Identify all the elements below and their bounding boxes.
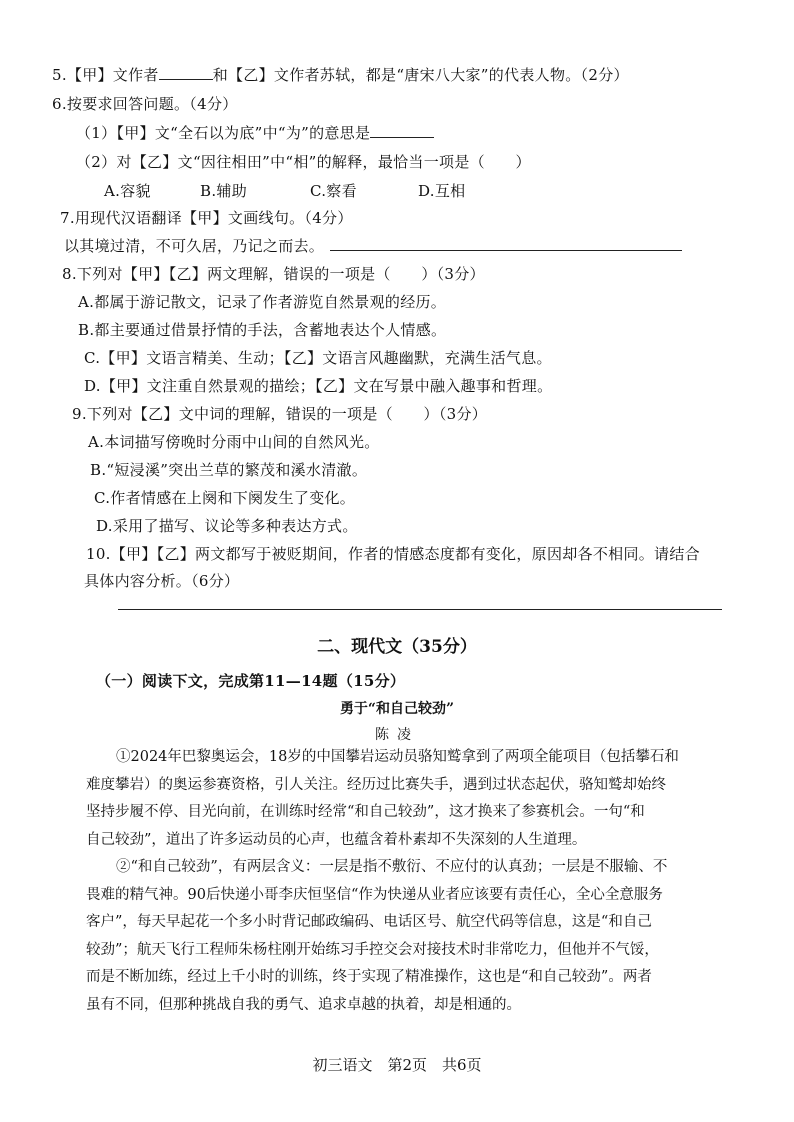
paragraph-2-line: 虽有不同，但那种挑战自我的勇气、追求卓越的执着，却是相通的。 bbox=[86, 996, 521, 1013]
section-heading: 二、现代文（35分） bbox=[317, 637, 477, 657]
answer-line bbox=[118, 609, 722, 610]
question-9-stem: 9.下列对【乙】文中词的理解，错误的一项是（ ）（3分） bbox=[72, 405, 488, 423]
paragraph-1-line: 坚持步履不停、目光向前，在训练时经常“和自己较劲”，这才换来了参赛机会。一句“和 bbox=[86, 804, 645, 820]
paragraph-1 bbox=[86, 744, 746, 854]
question-6-stem: 6.按要求回答问题。（4分） bbox=[52, 95, 238, 113]
paragraph-2 bbox=[86, 854, 746, 1019]
question-6-option-a: A.容貌 bbox=[104, 182, 151, 200]
question-6-sub2: （2）对【乙】文“因往相田”中“相”的解释，最恰当一项是（ ） bbox=[76, 153, 531, 171]
question-8-option-b: B.都主要通过借景抒情的手法，含蓄地表达个人情感。 bbox=[78, 321, 447, 339]
question-8-option-a: A.都属于游记散文，记录了作者游览自然景观的经历。 bbox=[78, 293, 447, 311]
answer-blank bbox=[159, 65, 213, 80]
question-9-option-d: D.采用了描写、议论等多种表达方式。 bbox=[96, 517, 358, 535]
article-title: 勇于“和自己较劲” bbox=[339, 701, 455, 717]
paragraph-1-line: 难度攀岩）的奥运参赛资格，引人关注。经历过比赛失手，遇到过状态起伏，骆知鹫却始终 bbox=[86, 776, 666, 793]
paragraph-2-line: ②“和自己较劲”，有两层含义：一层是指不敷衍、不应付的认真劲；一层是不服输、不 bbox=[116, 859, 668, 875]
article-author: 陈凌 bbox=[375, 727, 419, 743]
question-10-line1: 10.【甲】【乙】两文都写于被贬期间，作者的情感态度都有变化，原因却各不相同。请结合 bbox=[86, 545, 700, 563]
answer-blank bbox=[330, 236, 682, 251]
reading-instruction: （一）阅读下文，完成第11—14题（15分） bbox=[96, 672, 406, 690]
question-6-option-b: B.辅助 bbox=[200, 182, 247, 200]
question-8-option-d: D.【甲】文注重自然景观的描绘；【乙】文在写景中融入趣事和哲理。 bbox=[84, 377, 553, 395]
question-6-option-c: C.察看 bbox=[310, 182, 357, 200]
question-6-option-d: D.互相 bbox=[418, 182, 466, 200]
question-6-sub1-text: （1）【甲】文“全石以为底”中“为”的意思是 bbox=[76, 124, 371, 142]
question-10-line2: 具体内容分析。（6分） bbox=[84, 572, 240, 590]
question-5-text-post: 和【乙】文作者苏轼，都是“唐宋八大家”的代表人物。（2分） bbox=[212, 66, 629, 84]
answer-blank bbox=[370, 123, 434, 138]
question-9-option-b: B.“短浸溪”突出兰草的繁茂和溪水清澈。 bbox=[90, 461, 368, 479]
question-7-sentence-text: 以其境过清，不可久居，乃记之而去。 bbox=[64, 237, 325, 255]
question-5-text-pre: 5.【甲】文作者 bbox=[52, 66, 159, 84]
page-footer: 初三语文 第2页 共6页 bbox=[312, 1056, 482, 1074]
paragraph-2-line: 畏难的精气神。90后快递小哥李庆恒坚信“作为快递从业者应该要有责任心，全心全意服务 bbox=[86, 886, 663, 903]
question-7-stem: 7.用现代汉语翻译【甲】文画线句。（4分） bbox=[60, 209, 353, 227]
paragraph-1-line: ①2024年巴黎奥运会，18岁的中国攀岩运动员骆知鹫拿到了两项全能项目（包括攀石和 bbox=[116, 749, 679, 765]
question-7-sentence bbox=[64, 235, 682, 256]
question-8-stem: 8.下列对【甲】【乙】两文理解，错误的一项是（ ）（3分） bbox=[62, 265, 485, 283]
paragraph-2-line: 而是不断加练，经过上千小时的训练，终于实现了精准操作，这也是“和自己较劲”。两者 bbox=[86, 969, 652, 985]
question-5 bbox=[52, 64, 629, 85]
question-9-option-c: C.作者情感在上阕和下阕发生了变化。 bbox=[94, 489, 356, 507]
paragraph-2-line: 较劲”；航天飞行工程师朱杨柱刚开始练习手控交会对接技术时非常吃力，但他并不气馁， bbox=[86, 941, 659, 958]
question-6-sub1 bbox=[76, 122, 434, 143]
question-9-option-a: A.本词描写傍晚时分雨中山间的自然风光。 bbox=[88, 433, 380, 451]
paragraph-1-line: 自己较劲”，道出了许多运动员的心声，也蕴含着朴素却不失深刻的人生道理。 bbox=[86, 831, 587, 848]
paragraph-2-line: 客户”，每天早起花一个多小时背记邮政编码、电话区号、航空代码等信息，这是“和自己 bbox=[86, 914, 652, 930]
question-8-option-c: C.【甲】文语言精美、生动；【乙】文语言风趣幽默，充满生活气息。 bbox=[84, 349, 552, 367]
